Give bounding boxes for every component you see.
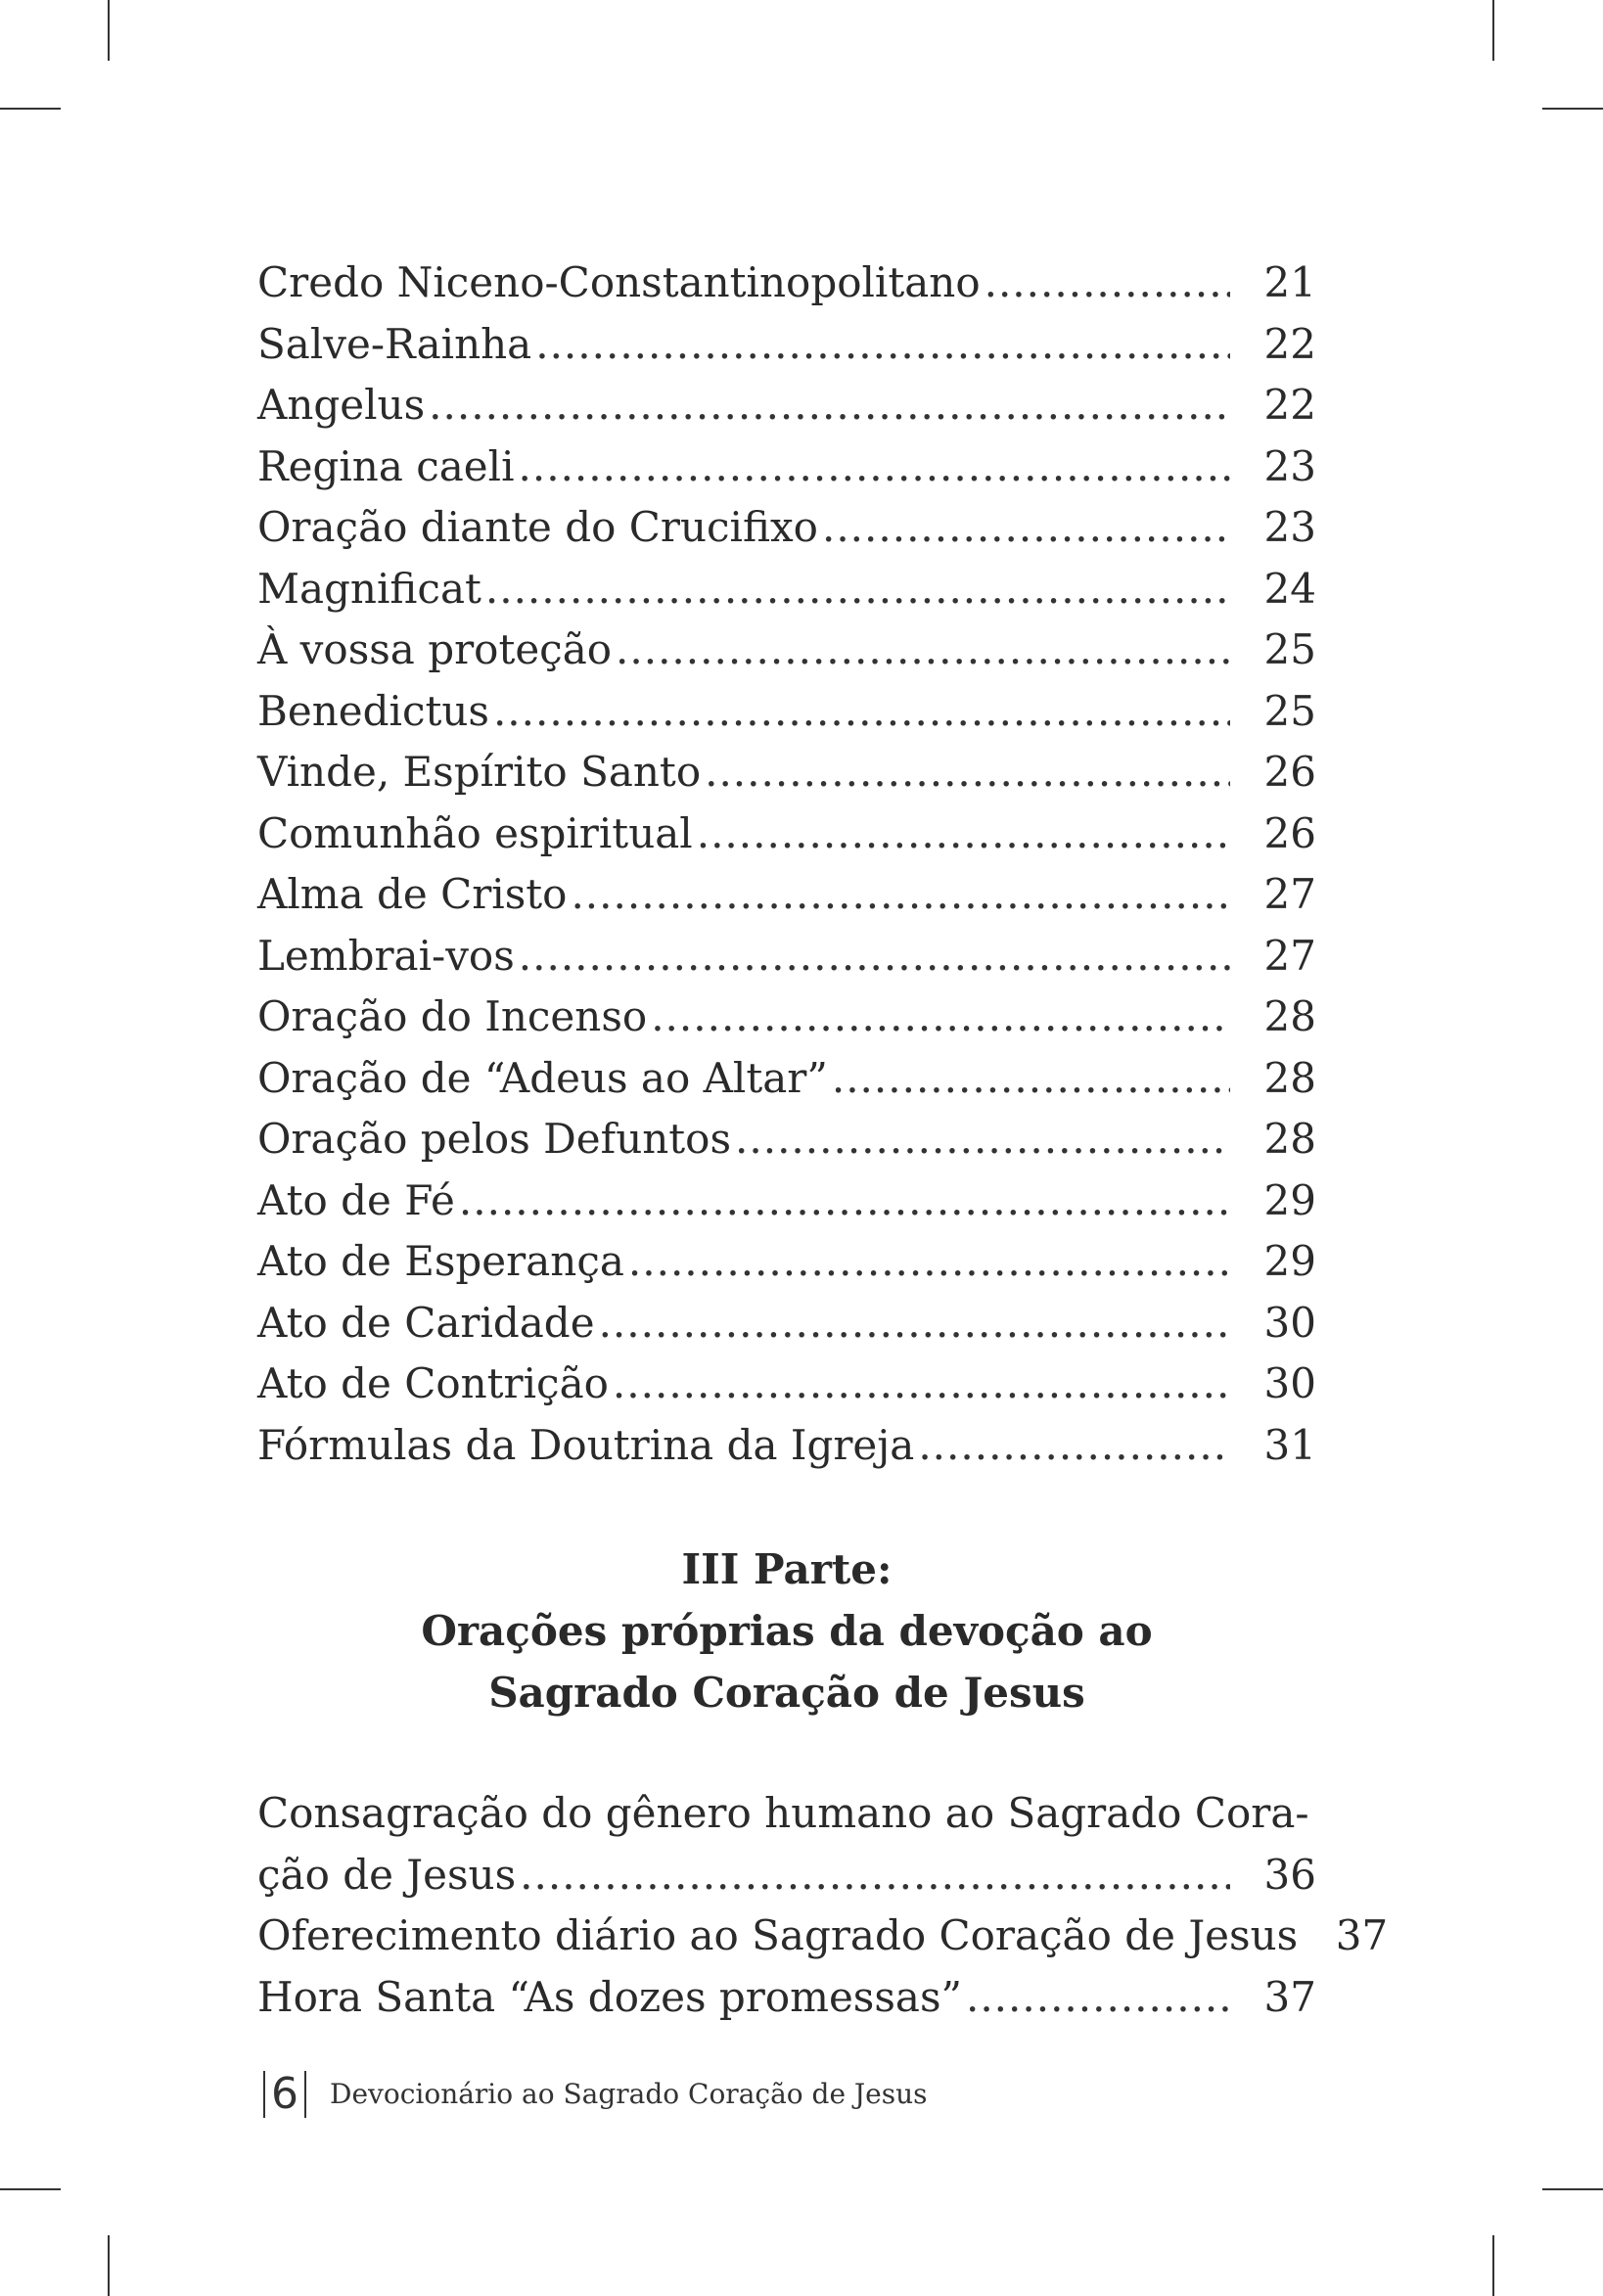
toc-entry [257,1048,1316,1110]
toc-entry-title: Lembrai-vos [257,931,515,980]
dot-leader [520,1845,1230,1906]
toc-entry-page: 27 [1263,870,1316,918]
toc-entry-title: Oração pelos Defuntos [257,1115,732,1163]
dot-leader [966,1967,1230,2029]
dot-leader [651,987,1230,1048]
toc-entry-page: 29 [1263,1237,1316,1285]
toc-entry-page: 28 [1263,992,1316,1040]
toc-entry-title: Benedictus [257,686,489,735]
toc-entry-page: 30 [1263,1359,1316,1407]
dot-leader [459,1171,1230,1232]
dot-leader [822,497,1230,559]
toc-entry-title: Salve-Rainha [257,319,532,368]
toc-entry-continued [257,1783,1316,1845]
crop-mark-top-left [108,0,110,61]
toc-entry [257,497,1316,559]
toc-entry-title: À vossa proteção [257,625,613,673]
toc-entry [257,1415,1316,1477]
section-heading [257,1538,1316,1723]
toc-entry-title: Angelus [257,381,426,429]
toc-entry-title: Ato de Esperança [257,1237,624,1285]
dot-leader [571,864,1230,926]
section-heading-line: Orações próprias da devoção ao [421,1607,1153,1655]
dot-leader [613,1354,1230,1415]
toc-entry [257,1231,1316,1293]
toc-entry [257,804,1316,865]
toc-entry-title: Consagração do gênero humano ao Sagrado Cora- [257,1789,1309,1837]
toc-entry-page: 24 [1263,564,1316,613]
toc-entry [257,620,1316,681]
toc-entry-page: 22 [1263,381,1316,429]
dot-leader [705,742,1230,804]
toc-entry-page: 37 [1263,1972,1316,2021]
toc-entry-title: Ato de Fé [257,1175,455,1224]
toc-entry-page: 26 [1263,748,1316,796]
table-of-contents-part-3 [257,1783,1389,2028]
dot-leader [519,436,1230,498]
toc-entry-title: ção de Jesus [257,1850,517,1899]
toc-entry [257,1293,1316,1355]
page-number-box [257,2069,312,2119]
toc-entry-title: Alma de Cristo [257,870,568,918]
dot-leader [485,559,1230,620]
toc-entry-page: 21 [1263,258,1316,306]
dot-leader [628,1231,1230,1293]
divider [263,2071,265,2118]
toc-entry [257,375,1316,436]
dot-leader [599,1293,1230,1355]
toc-entry-page: 28 [1263,1115,1316,1163]
table-of-contents-part-2 [257,253,1316,1476]
crop-mark-bottom-left-h [0,2188,61,2190]
toc-entry-title: Ato de Contrição [257,1359,609,1407]
crop-mark-top-right-h [1542,108,1603,110]
toc-entry-page: 28 [1263,1053,1316,1102]
toc-entry-page: 27 [1263,931,1316,980]
dot-leader [429,375,1230,436]
crop-mark-bottom-right-h [1542,2188,1603,2190]
toc-entry [257,559,1316,620]
crop-mark-top-right [1492,0,1494,61]
toc-entry [257,436,1316,498]
dot-leader [832,1048,1230,1110]
toc-entry-page: 31 [1263,1420,1316,1469]
toc-entry-title: Oração diante do Crucifixo [257,503,818,551]
toc-entry [257,314,1316,376]
toc-entry [257,926,1316,987]
toc-entry-title: Ato de Caridade [257,1298,595,1347]
section-heading-line: III Parte: [681,1545,893,1593]
dot-leader [985,253,1230,314]
toc-entry [257,1845,1316,1906]
toc-entry-page: 23 [1263,503,1316,551]
toc-entry-title: Fórmulas da Doutrina da Igreja [257,1420,915,1469]
toc-entry-title: Oração do Incenso [257,992,648,1040]
toc-entry [257,1906,1389,1967]
toc-entry-title: Hora Santa “As dozes promessas” [257,1972,962,2021]
toc-entry [257,864,1316,926]
toc-entry [257,681,1316,743]
dot-leader [535,314,1230,376]
page-footer [257,2069,927,2119]
dot-leader [697,804,1230,865]
toc-entry-title: Oferecimento diário ao Sagrado Coração de Jesus [257,1911,1299,1959]
toc-entry [257,1109,1316,1171]
toc-entry-page: 23 [1263,441,1316,490]
toc-entry [257,742,1316,804]
toc-entry-page: 36 [1263,1850,1316,1899]
toc-entry-page: 30 [1263,1298,1316,1347]
toc-entry-page: 26 [1263,808,1316,857]
toc-entry-page: 37 [1335,1911,1389,1959]
dot-leader [918,1415,1230,1477]
toc-entry-page: 29 [1263,1175,1316,1224]
toc-entry [257,253,1316,314]
toc-entry-title: Oração de “Adeus ao Altar” [257,1053,828,1102]
dot-leader [493,681,1230,743]
toc-entry [257,1171,1316,1232]
section-heading-line: Sagrado Coração de Jesus [488,1669,1085,1717]
dot-leader [616,620,1230,681]
toc-entry [257,1354,1316,1415]
crop-mark-top-left-h [0,108,61,110]
dot-leader [735,1109,1230,1171]
toc-entry [257,1967,1316,2029]
toc-entry-title: Vinde, Espírito Santo [257,748,702,796]
crop-mark-bottom-right [1492,2235,1494,2296]
crop-mark-bottom-left [108,2235,110,2296]
toc-entry-title: Regina caeli [257,441,515,490]
toc-entry-title: Magnificat [257,564,481,613]
divider [304,2071,306,2118]
toc-entry-page: 25 [1263,686,1316,735]
toc-entry-page: 22 [1263,319,1316,368]
toc-entry-page: 25 [1263,625,1316,673]
toc-entry-title: Credo Niceno-Constantinopolitano [257,258,981,306]
toc-entry-title: Comunhão espiritual [257,808,693,857]
dot-leader [519,926,1230,987]
page-number: 6 [271,2069,298,2119]
toc-entry [257,987,1316,1048]
running-title: Devocionário ao Sagrado Coração de Jesus [330,2078,928,2110]
